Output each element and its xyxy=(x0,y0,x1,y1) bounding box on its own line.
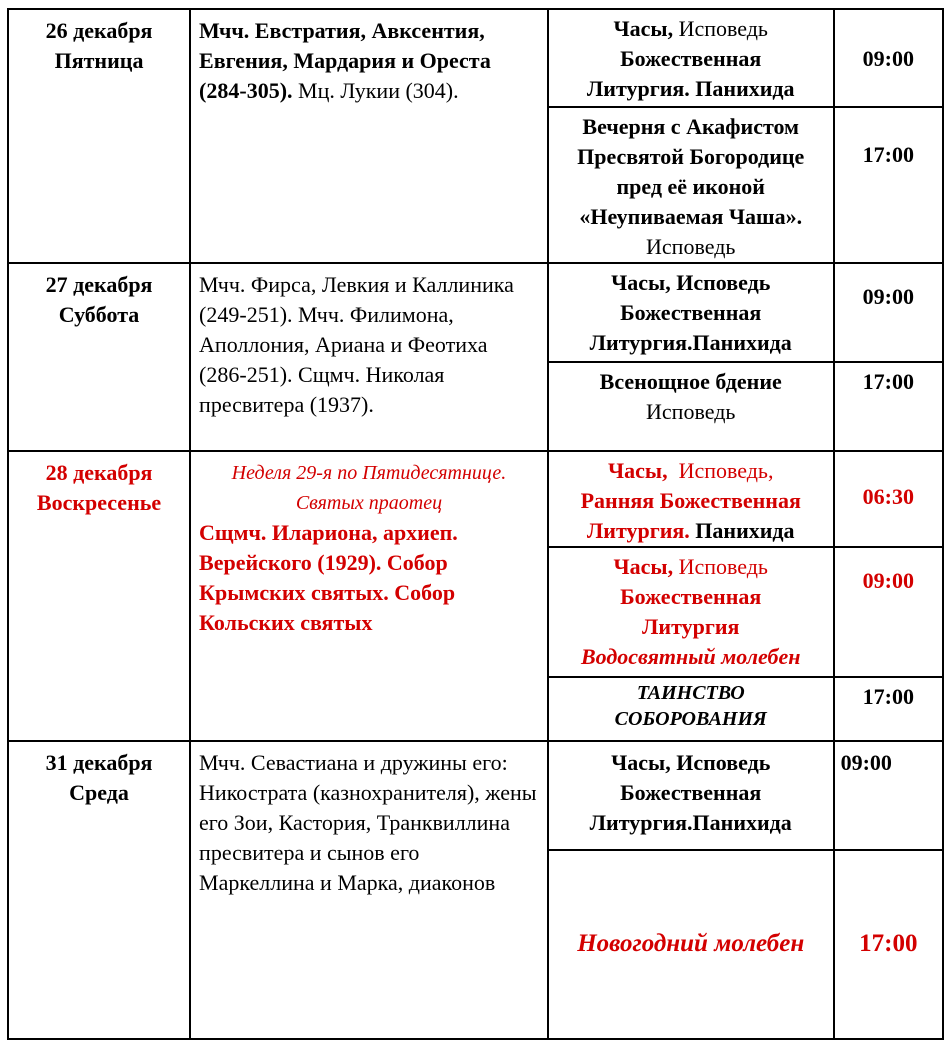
service-line: «Неупиваемая Чаша». xyxy=(579,204,803,229)
weekday-label: Воскресенье xyxy=(36,490,162,515)
time-cell xyxy=(834,850,943,1039)
date-cell xyxy=(8,451,190,741)
service-line: Божественная xyxy=(620,46,762,71)
time-cell xyxy=(834,263,943,362)
service-line: Литургия. xyxy=(586,518,690,543)
saints-bold-text: Мчч. Евстратия, Авксентия, Евгения, Мардария и Ореста (284-305). xyxy=(199,18,491,103)
date-label: 26 декабря xyxy=(45,18,153,43)
service-line: Литургия xyxy=(642,614,740,639)
feast-title: Неделя 29-я по Пятидесятнице. xyxy=(231,462,507,484)
service-line: Исповедь xyxy=(678,554,768,579)
service-cell xyxy=(548,107,834,263)
service-time: 06:30 xyxy=(862,484,914,509)
date-label: 31 декабря xyxy=(45,750,153,775)
service-line: Божественная xyxy=(620,300,762,325)
service-line: Литургия.Панихида xyxy=(589,810,792,835)
service-line: Часы, xyxy=(607,458,668,483)
service-cell xyxy=(548,741,834,850)
schedule-table xyxy=(7,8,944,1040)
service-line: СОБОРОВАНИЯ xyxy=(614,708,767,730)
saints-text: Мчч. Фирса, Левкия и Каллиника (249-251). Мчч. Филимона, Аполлония, Ариана и Феотиха (286-251). Сщмч. Николая пресвитера (1937). xyxy=(199,272,514,417)
service-time: 09:00 xyxy=(862,46,914,71)
date-cell xyxy=(8,263,190,451)
service-line: Исповедь xyxy=(678,16,768,41)
service-time: 17:00 xyxy=(859,930,918,958)
day-row-27-dec xyxy=(8,263,943,362)
service-cell xyxy=(548,547,834,677)
weekday-label: Суббота xyxy=(58,302,140,327)
time-cell xyxy=(834,362,943,451)
service-line: Пресвятой Богородице xyxy=(577,144,805,169)
service-time: 09:00 xyxy=(840,750,892,775)
service-line: Часы, Исповедь xyxy=(611,270,771,295)
service-cell xyxy=(548,362,834,451)
service-line: Всенощное бдение xyxy=(599,369,782,395)
saints-regular-text: Мц. Лукии (304). xyxy=(298,78,459,103)
service-cell xyxy=(548,677,834,741)
service-time: 17:00 xyxy=(862,369,914,395)
saints-text: Мчч. Севастиана и дружины его: Никострата (казнохранителя), жены его Зои, Кастория, Транквиллина пресвитера и сынов его Маркеллина и Марка, диаконов xyxy=(199,750,537,895)
service-cell xyxy=(548,263,834,362)
service-cell xyxy=(548,451,834,547)
weekday-label: Среда xyxy=(69,780,129,805)
service-line: Часы, xyxy=(613,554,674,579)
saints-bold-text: Сщмч. Илариона, архиеп. Верейского (1929). Собор Крымских святых. Собор Кольских святых xyxy=(199,520,458,635)
date-cell xyxy=(8,9,190,263)
day-row-26-dec xyxy=(8,9,943,107)
day-row-31-dec xyxy=(8,741,943,850)
service-line: Вечерня с Акафистом xyxy=(582,114,800,139)
service-cell xyxy=(548,9,834,107)
time-cell xyxy=(834,547,943,677)
service-line: Ранняя Божественная xyxy=(580,488,801,513)
service-line: Панихида xyxy=(695,518,795,543)
service-line: Исповедь xyxy=(646,234,736,259)
service-time: 17:00 xyxy=(862,142,914,167)
time-cell xyxy=(834,741,943,850)
date-label: 27 декабря xyxy=(45,272,153,297)
saints-cell xyxy=(190,9,548,263)
saints-cell xyxy=(190,263,548,451)
service-line: Исповедь, xyxy=(678,458,774,483)
service-line: Литургия.Панихида xyxy=(589,330,792,355)
service-cell xyxy=(548,850,834,1039)
saints-cell xyxy=(190,451,548,741)
date-label: 28 декабря xyxy=(45,460,153,485)
saints-cell xyxy=(190,741,548,1039)
weekday-label: Пятница xyxy=(54,48,144,73)
time-cell xyxy=(834,451,943,547)
service-line: ТАИНСТВО xyxy=(636,682,745,704)
time-cell xyxy=(834,107,943,263)
service-time: 17:00 xyxy=(862,684,914,709)
service-line: Новогодний молебен xyxy=(577,930,805,958)
service-line: пред её иконой xyxy=(616,174,765,199)
day-row-28-dec xyxy=(8,451,943,547)
service-time: 09:00 xyxy=(862,568,914,593)
service-line: Водосвятный молебен xyxy=(580,644,801,669)
feast-title: Святых праотец xyxy=(295,492,443,514)
time-cell xyxy=(834,677,943,741)
service-line: Исповедь xyxy=(646,399,736,425)
service-line: Божественная xyxy=(620,780,762,805)
service-line: Часы, Исповедь xyxy=(611,750,771,775)
service-line: Часы, xyxy=(613,16,674,41)
service-line: Божественная xyxy=(620,584,762,609)
service-line: Литургия. Панихида xyxy=(586,76,795,101)
time-cell xyxy=(834,9,943,107)
date-cell xyxy=(8,741,190,1039)
service-time: 09:00 xyxy=(862,284,914,309)
